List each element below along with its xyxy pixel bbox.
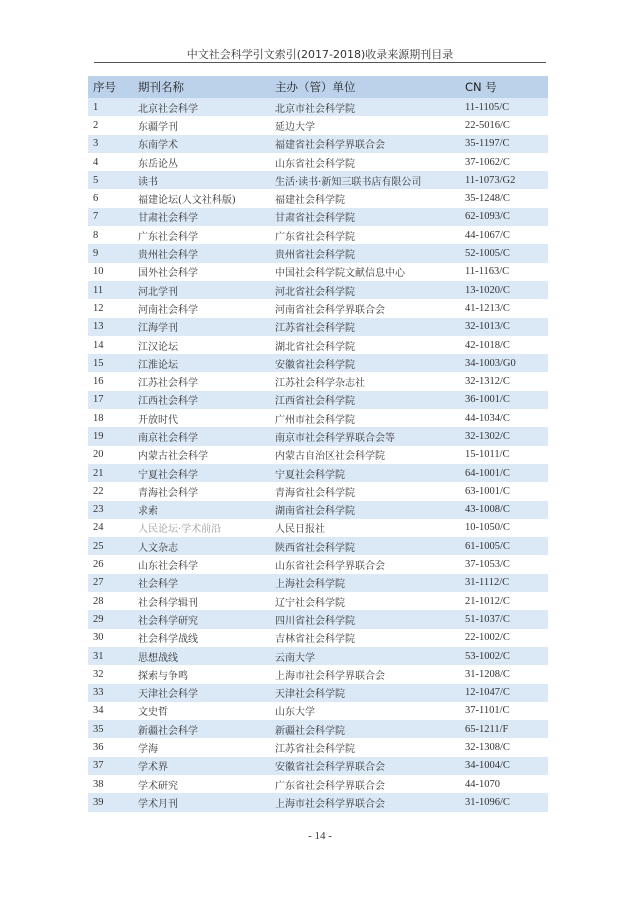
row-index: 29 bbox=[93, 613, 104, 625]
journal-name: 社会科学辑刊 bbox=[138, 597, 198, 609]
sponsor: 江苏省社会科学院 bbox=[275, 744, 355, 756]
table-row bbox=[88, 135, 548, 153]
table-row bbox=[88, 116, 548, 134]
sponsor: 南京市社会科学界联合会等 bbox=[275, 432, 395, 444]
row-index: 35 bbox=[93, 723, 104, 735]
sponsor: 上海市社会科学界联合会 bbox=[275, 798, 385, 810]
journal-name: 宁夏社会科学 bbox=[138, 469, 198, 481]
table-row bbox=[88, 372, 548, 390]
row-index: 4 bbox=[93, 156, 99, 168]
table-row bbox=[88, 574, 548, 592]
row-index: 25 bbox=[93, 540, 104, 552]
cn-number: 12-1047/C bbox=[465, 687, 510, 699]
cn-number: 44-1070 bbox=[465, 778, 500, 790]
sponsor: 贵州省社会科学院 bbox=[275, 250, 355, 262]
row-index: 6 bbox=[93, 193, 99, 205]
cn-number: 31-1112/C bbox=[465, 577, 510, 589]
journal-name: 学术月刊 bbox=[138, 798, 178, 810]
row-index: 34 bbox=[93, 705, 104, 717]
sponsor: 生活·读书·新知三联书店有限公司 bbox=[275, 176, 422, 188]
table-row bbox=[88, 244, 548, 262]
journal-name: 天津社会科学 bbox=[138, 689, 198, 701]
journal-name: 人民论坛·学术前沿 bbox=[138, 524, 222, 536]
row-index: 19 bbox=[93, 430, 104, 442]
table-row bbox=[88, 464, 548, 482]
row-index: 28 bbox=[93, 595, 104, 607]
journal-name: 江苏社会科学 bbox=[138, 378, 198, 390]
row-index: 1 bbox=[93, 101, 99, 113]
cn-number: 11-1073/G2 bbox=[465, 174, 516, 186]
cn-number: 51-1037/C bbox=[465, 613, 510, 625]
table-row bbox=[88, 226, 548, 244]
journal-name: 河北学刊 bbox=[138, 286, 178, 298]
sponsor: 新疆社会科学院 bbox=[275, 725, 345, 737]
sponsor: 河南省社会科学界联合会 bbox=[275, 304, 385, 316]
table-row bbox=[88, 391, 548, 409]
journal-name: 江淮论坛 bbox=[138, 359, 178, 371]
journal-name: 广东社会科学 bbox=[138, 231, 198, 243]
row-index: 23 bbox=[93, 504, 104, 516]
table-row bbox=[88, 153, 548, 171]
sponsor: 上海市社会科学界联合会 bbox=[275, 670, 385, 682]
sponsor: 广东省社会科学院 bbox=[275, 231, 355, 243]
sponsor: 青海省社会科学院 bbox=[275, 487, 355, 499]
sponsor: 中国社会科学院文献信息中心 bbox=[275, 268, 405, 280]
journal-name: 学术研究 bbox=[138, 780, 178, 792]
header-cn-number: CN 号 bbox=[465, 80, 497, 94]
cn-number: 62-1093/C bbox=[465, 211, 510, 223]
sponsor: 上海社会科学院 bbox=[275, 579, 345, 591]
row-index: 18 bbox=[93, 412, 104, 424]
cn-number: 11-1163/C bbox=[465, 266, 510, 278]
cn-number: 34-1004/C bbox=[465, 760, 510, 772]
table-row bbox=[88, 446, 548, 464]
sponsor: 天津社会科学院 bbox=[275, 689, 345, 701]
page-title: 中文社会科学引文索引(2017-2018)收录来源期刊目录 bbox=[186, 48, 454, 61]
sponsor: 广东省社会科学界联合会 bbox=[275, 780, 385, 792]
row-index: 16 bbox=[93, 376, 104, 388]
table-row bbox=[88, 98, 548, 116]
sponsor: 安徽省社会科学院 bbox=[275, 359, 355, 371]
table-row bbox=[88, 354, 548, 372]
cn-number: 11-1105/C bbox=[465, 101, 510, 113]
table-row bbox=[88, 702, 548, 720]
row-index: 9 bbox=[93, 248, 99, 260]
journal-name: 人文杂志 bbox=[138, 542, 178, 554]
journal-name: 学术界 bbox=[138, 762, 168, 774]
sponsor: 山东省社会科学院 bbox=[275, 158, 355, 170]
sponsor: 云南大学 bbox=[275, 652, 315, 664]
sponsor: 湖南省社会科学院 bbox=[275, 506, 355, 518]
table-row bbox=[88, 189, 548, 207]
sponsor: 江苏社会科学杂志社 bbox=[275, 378, 365, 390]
journal-name: 福建论坛(人文社科版) bbox=[138, 195, 236, 207]
table-row bbox=[88, 208, 548, 226]
journal-name: 求索 bbox=[138, 506, 158, 518]
table-row bbox=[88, 318, 548, 336]
table-row bbox=[88, 757, 548, 775]
row-index: 33 bbox=[93, 687, 104, 699]
cn-number: 41-1213/C bbox=[465, 302, 510, 314]
row-index: 37 bbox=[93, 760, 104, 772]
sponsor: 福建社会科学院 bbox=[275, 195, 345, 207]
row-index: 36 bbox=[93, 742, 104, 754]
sponsor: 宁夏社会科学院 bbox=[275, 469, 345, 481]
table-row bbox=[88, 647, 548, 665]
page-number: - 14 - bbox=[308, 830, 332, 842]
journal-name: 内蒙古社会科学 bbox=[138, 451, 208, 463]
table-row bbox=[88, 684, 548, 702]
header-journal-name: 期刊名称 bbox=[138, 80, 184, 94]
table-row bbox=[88, 555, 548, 573]
table-row bbox=[88, 720, 548, 738]
cn-number: 53-1002/C bbox=[465, 650, 510, 662]
journal-name: 社会科学研究 bbox=[138, 615, 198, 627]
row-index: 10 bbox=[93, 266, 104, 278]
row-index: 30 bbox=[93, 632, 104, 644]
row-index: 38 bbox=[93, 778, 104, 790]
table-row bbox=[88, 519, 548, 537]
journal-name: 社会科学 bbox=[138, 579, 178, 591]
sponsor: 陕西省社会科学院 bbox=[275, 542, 355, 554]
journal-name: 思想战线 bbox=[138, 652, 178, 664]
row-index: 17 bbox=[93, 394, 104, 406]
journal-name: 江汉论坛 bbox=[138, 341, 178, 353]
journal-name: 开放时代 bbox=[138, 414, 178, 426]
cn-number: 37-1053/C bbox=[465, 559, 510, 571]
sponsor: 北京市社会科学院 bbox=[275, 103, 355, 115]
table-row bbox=[88, 738, 548, 756]
cn-number: 35-1248/C bbox=[465, 193, 510, 205]
sponsor: 福建省社会科学界联合会 bbox=[275, 140, 385, 152]
cn-number: 65-1211/F bbox=[465, 723, 509, 735]
table-body bbox=[88, 98, 548, 812]
sponsor: 辽宁社会科学院 bbox=[275, 597, 345, 609]
table-row bbox=[88, 336, 548, 354]
cn-number: 21-1012/C bbox=[465, 595, 510, 607]
journal-name: 南京社会科学 bbox=[138, 432, 198, 444]
table-row bbox=[88, 501, 548, 519]
sponsor: 内蒙古自治区社会科学院 bbox=[275, 451, 385, 463]
row-index: 14 bbox=[93, 339, 104, 351]
table-row bbox=[88, 610, 548, 628]
cn-number: 31-1096/C bbox=[465, 796, 510, 808]
row-index: 8 bbox=[93, 229, 99, 241]
sponsor: 人民日报社 bbox=[275, 524, 325, 536]
table-row bbox=[88, 793, 548, 811]
row-index: 31 bbox=[93, 650, 104, 662]
sponsor: 江西省社会科学院 bbox=[275, 396, 355, 408]
cn-number: 63-1001/C bbox=[465, 485, 510, 497]
sponsor: 延边大学 bbox=[275, 121, 315, 133]
journal-name: 甘肃社会科学 bbox=[138, 213, 198, 225]
table-header-row bbox=[88, 76, 548, 98]
journal-table bbox=[88, 76, 548, 812]
journal-name: 东疆学刊 bbox=[138, 121, 178, 133]
row-index: 27 bbox=[93, 577, 104, 589]
cn-number: 32-1312/C bbox=[465, 376, 510, 388]
cn-number: 32-1013/C bbox=[465, 321, 510, 333]
journal-name: 读书 bbox=[138, 176, 158, 188]
table-row bbox=[88, 665, 548, 683]
table-row bbox=[88, 263, 548, 281]
journal-name: 探索与争鸣 bbox=[138, 670, 188, 682]
row-index: 12 bbox=[93, 302, 104, 314]
journal-name: 学海 bbox=[138, 744, 158, 756]
journal-name: 北京社会科学 bbox=[138, 103, 198, 115]
row-index: 2 bbox=[93, 119, 99, 131]
journal-name: 新疆社会科学 bbox=[138, 725, 198, 737]
cn-number: 34-1003/G0 bbox=[465, 357, 516, 369]
table-row bbox=[88, 409, 548, 427]
journal-name: 文史哲 bbox=[138, 707, 168, 719]
row-index: 21 bbox=[93, 467, 104, 479]
cn-number: 15-1011/C bbox=[465, 449, 510, 461]
journal-name: 东南学术 bbox=[138, 140, 178, 152]
header-sponsor: 主办（管）单位 bbox=[275, 80, 356, 94]
row-index: 39 bbox=[93, 796, 104, 808]
cn-number: 32-1308/C bbox=[465, 742, 510, 754]
cn-number: 44-1067/C bbox=[465, 229, 510, 241]
sponsor: 甘肃省社会科学院 bbox=[275, 213, 355, 225]
sponsor: 河北省社会科学院 bbox=[275, 286, 355, 298]
title-rule bbox=[94, 62, 546, 63]
table-row bbox=[88, 281, 548, 299]
header-index: 序号 bbox=[93, 80, 116, 94]
sponsor: 安徽省社会科学界联合会 bbox=[275, 762, 385, 774]
cn-number: 64-1001/C bbox=[465, 467, 510, 479]
cn-number: 13-1020/C bbox=[465, 284, 510, 296]
row-index: 32 bbox=[93, 668, 104, 680]
cn-number: 22-5016/C bbox=[465, 119, 510, 131]
cn-number: 37-1101/C bbox=[465, 705, 510, 717]
cn-number: 22-1002/C bbox=[465, 632, 510, 644]
cn-number: 10-1050/C bbox=[465, 522, 510, 534]
cn-number: 31-1208/C bbox=[465, 668, 510, 680]
table-row bbox=[88, 299, 548, 317]
row-index: 15 bbox=[93, 357, 104, 369]
sponsor: 湖北省社会科学院 bbox=[275, 341, 355, 353]
row-index: 7 bbox=[93, 211, 99, 223]
cn-number: 42-1018/C bbox=[465, 339, 510, 351]
sponsor: 广州市社会科学院 bbox=[275, 414, 355, 426]
sponsor: 四川省社会科学院 bbox=[275, 615, 355, 627]
journal-name: 国外社会科学 bbox=[138, 268, 198, 280]
journal-name: 山东社会科学 bbox=[138, 561, 198, 573]
cn-number: 36-1001/C bbox=[465, 394, 510, 406]
row-index: 22 bbox=[93, 485, 104, 497]
table-row bbox=[88, 537, 548, 555]
table-row bbox=[88, 592, 548, 610]
table-row bbox=[88, 427, 548, 445]
table-row bbox=[88, 482, 548, 500]
journal-name: 青海社会科学 bbox=[138, 487, 198, 499]
cn-number: 37-1062/C bbox=[465, 156, 510, 168]
cn-number: 61-1005/C bbox=[465, 540, 510, 552]
journal-name: 江海学刊 bbox=[138, 323, 178, 335]
row-index: 20 bbox=[93, 449, 104, 461]
sponsor: 江苏省社会科学院 bbox=[275, 323, 355, 335]
sponsor: 吉林省社会科学院 bbox=[275, 634, 355, 646]
journal-name: 东岳论丛 bbox=[138, 158, 178, 170]
journal-name: 江西社会科学 bbox=[138, 396, 198, 408]
row-index: 5 bbox=[93, 174, 99, 186]
sponsor: 山东省社会科学界联合会 bbox=[275, 561, 385, 573]
cn-number: 35-1197/C bbox=[465, 138, 510, 150]
table-row bbox=[88, 171, 548, 189]
table-row bbox=[88, 629, 548, 647]
row-index: 24 bbox=[93, 522, 104, 534]
journal-name: 河南社会科学 bbox=[138, 304, 198, 316]
row-index: 26 bbox=[93, 559, 104, 571]
row-index: 13 bbox=[93, 321, 104, 333]
row-index: 11 bbox=[93, 284, 104, 296]
cn-number: 44-1034/C bbox=[465, 412, 510, 424]
cn-number: 32-1302/C bbox=[465, 430, 510, 442]
cn-number: 43-1008/C bbox=[465, 504, 510, 516]
journal-name: 贵州社会科学 bbox=[138, 250, 198, 262]
cn-number: 52-1005/C bbox=[465, 248, 510, 260]
journal-name: 社会科学战线 bbox=[138, 634, 198, 646]
sponsor: 山东大学 bbox=[275, 707, 315, 719]
row-index: 3 bbox=[93, 138, 99, 150]
table-row bbox=[88, 775, 548, 793]
